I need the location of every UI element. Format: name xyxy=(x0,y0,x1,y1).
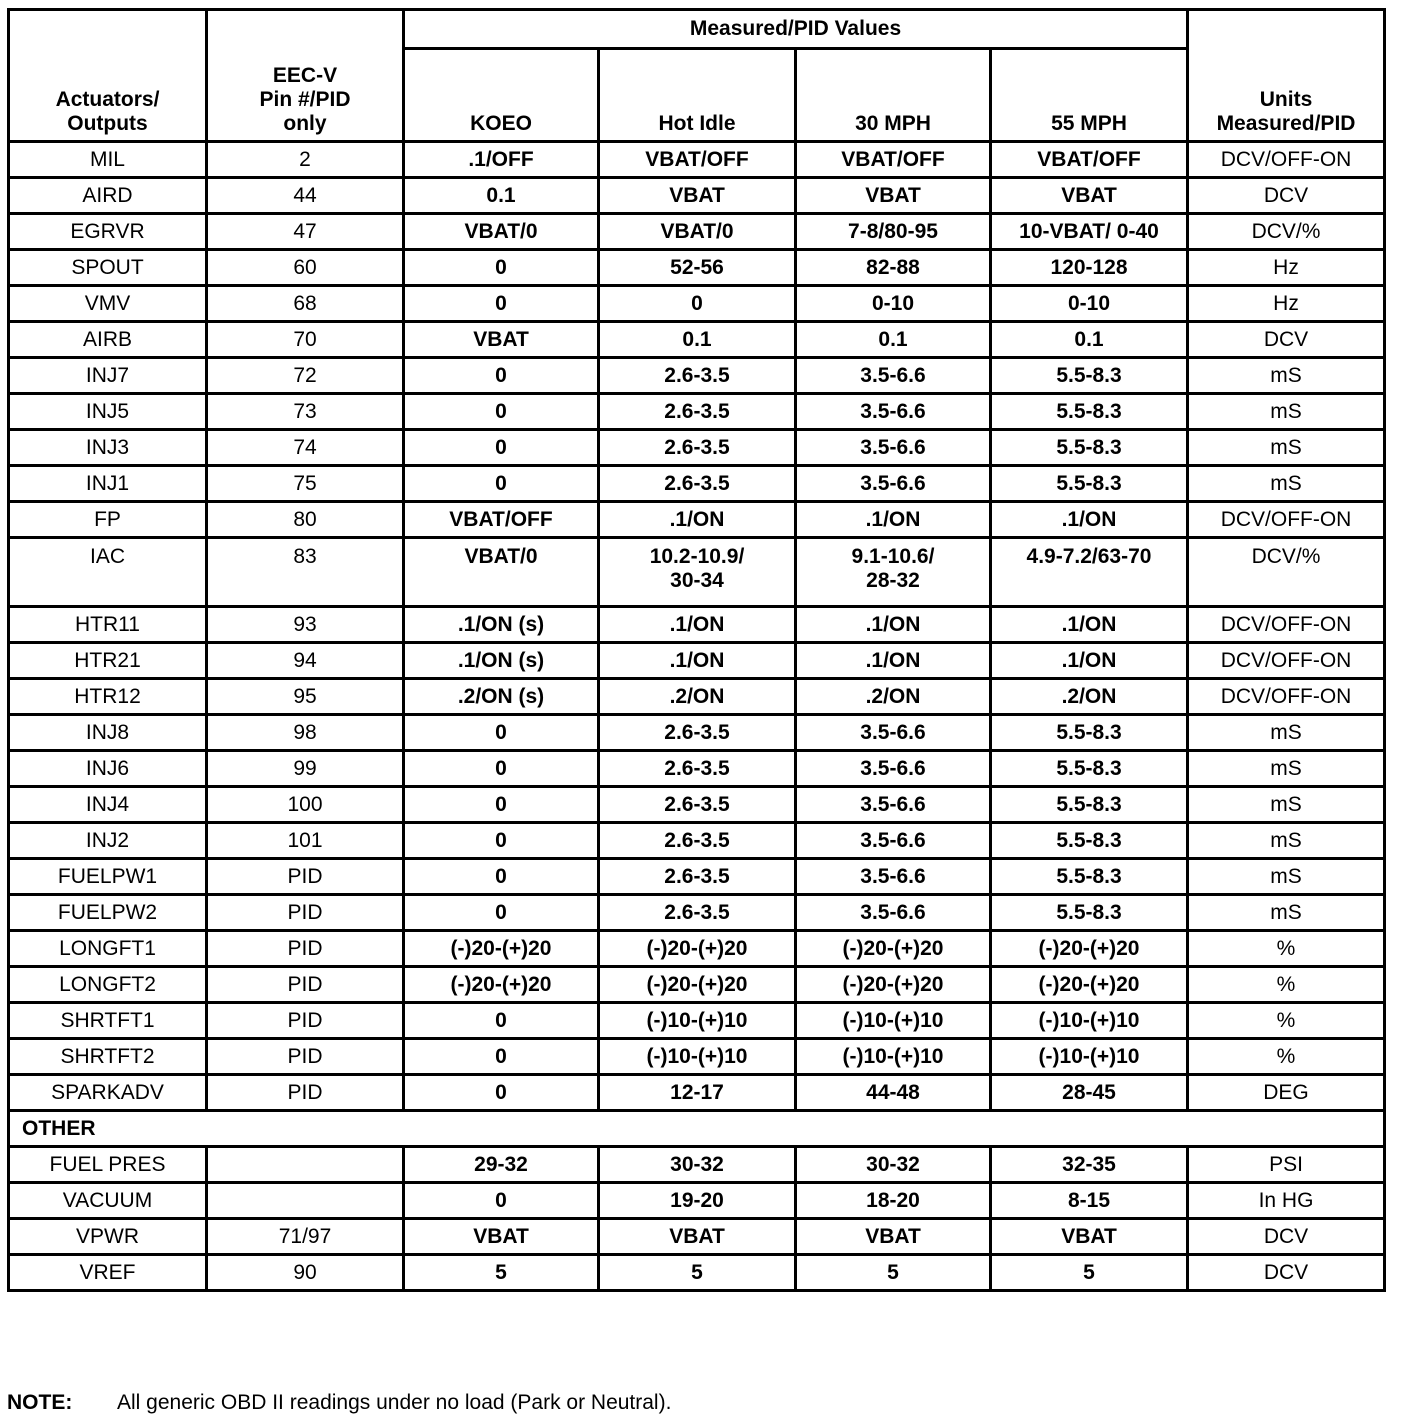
cell-koeo: .1/ON (s) xyxy=(404,643,599,679)
table-row xyxy=(9,1183,1385,1219)
cell-units: Hz xyxy=(1188,286,1385,322)
cell-hot-idle: 52-56 xyxy=(599,250,796,286)
cell-30-mph: 3.5-6.6 xyxy=(796,715,991,751)
cell-pin: PID xyxy=(207,931,404,967)
cell-units: DCV/OFF-ON xyxy=(1188,607,1385,643)
cell-name: INJ3 xyxy=(9,430,207,466)
cell-55-mph: 5.5-8.3 xyxy=(991,859,1188,895)
cell-koeo: 0 xyxy=(404,250,599,286)
cell-hot-idle: 12-17 xyxy=(599,1075,796,1111)
cell-30-mph: .1/ON xyxy=(796,502,991,538)
cell-pin: 60 xyxy=(207,250,404,286)
cell-koeo: 0 xyxy=(404,895,599,931)
cell-hot-idle: .1/ON xyxy=(599,502,796,538)
cell-koeo: 0 xyxy=(404,751,599,787)
header-hot-idle: Hot Idle xyxy=(599,49,796,142)
cell-pin: PID xyxy=(207,1039,404,1075)
cell-koeo: 0 xyxy=(404,715,599,751)
cell-hot-idle: 0 xyxy=(599,286,796,322)
cell-30-mph: 3.5-6.6 xyxy=(796,787,991,823)
cell-30-mph: 3.5-6.6 xyxy=(796,394,991,430)
cell-pin: 94 xyxy=(207,643,404,679)
cell-30-mph: 30-32 xyxy=(796,1147,991,1183)
cell-koeo: 0 xyxy=(404,1039,599,1075)
cell-pin: PID xyxy=(207,1003,404,1039)
cell-units: DCV/OFF-ON xyxy=(1188,679,1385,715)
cell-units: DCV/OFF-ON xyxy=(1188,643,1385,679)
cell-units: DCV xyxy=(1188,178,1385,214)
cell-name: INJ6 xyxy=(9,751,207,787)
cell-koeo: 0 xyxy=(404,859,599,895)
cell-hot-idle: 2.6-3.5 xyxy=(599,787,796,823)
cell-name: INJ8 xyxy=(9,715,207,751)
cell-name: FP xyxy=(9,502,207,538)
cell-55-mph: 5.5-8.3 xyxy=(991,430,1188,466)
cell-hot-idle: VBAT/OFF xyxy=(599,142,796,178)
cell-koeo: 29-32 xyxy=(404,1147,599,1183)
cell-name: HTR21 xyxy=(9,643,207,679)
cell-hot-idle: 30-32 xyxy=(599,1147,796,1183)
table-row xyxy=(9,142,1385,178)
cell-30-mph: .2/ON xyxy=(796,679,991,715)
cell-30-mph: 3.5-6.6 xyxy=(796,751,991,787)
cell-name: SPARKADV xyxy=(9,1075,207,1111)
cell-koeo: VBAT xyxy=(404,1219,599,1255)
cell-hot-idle: 2.6-3.5 xyxy=(599,859,796,895)
cell-pin: 98 xyxy=(207,715,404,751)
cell-pin: PID xyxy=(207,895,404,931)
table-row xyxy=(9,1075,1385,1111)
cell-units: % xyxy=(1188,1039,1385,1075)
cell-hot-idle: 2.6-3.5 xyxy=(599,751,796,787)
table-row xyxy=(9,643,1385,679)
cell-hot-idle: 2.6-3.5 xyxy=(599,394,796,430)
cell-name: IAC xyxy=(9,538,207,607)
cell-pin: 71/97 xyxy=(207,1219,404,1255)
cell-name: INJ4 xyxy=(9,787,207,823)
table-row xyxy=(9,823,1385,859)
cell-name: INJ2 xyxy=(9,823,207,859)
cell-name: INJ1 xyxy=(9,466,207,502)
cell-units: % xyxy=(1188,931,1385,967)
cell-hot-idle: 2.6-3.5 xyxy=(599,823,796,859)
cell-pin: 90 xyxy=(207,1255,404,1291)
cell-55-mph: VBAT xyxy=(991,1219,1188,1255)
cell-55-mph: .1/ON xyxy=(991,607,1188,643)
cell-hot-idle: 5 xyxy=(599,1255,796,1291)
cell-hot-idle: .1/ON xyxy=(599,643,796,679)
table-row xyxy=(9,214,1385,250)
cell-pin: 72 xyxy=(207,358,404,394)
cell-units: DEG xyxy=(1188,1075,1385,1111)
cell-hot-idle: 2.6-3.5 xyxy=(599,466,796,502)
cell-koeo: 0.1 xyxy=(404,178,599,214)
cell-hot-idle: VBAT xyxy=(599,1219,796,1255)
cell-koeo: 0 xyxy=(404,787,599,823)
cell-name: SPOUT xyxy=(9,250,207,286)
cell-hot-idle: (-)10-(+)10 xyxy=(599,1039,796,1075)
cell-30-mph: VBAT xyxy=(796,178,991,214)
cell-name: AIRB xyxy=(9,322,207,358)
cell-55-mph: VBAT/OFF xyxy=(991,142,1188,178)
cell-koeo: 0 xyxy=(404,358,599,394)
cell-hot-idle: VBAT/0 xyxy=(599,214,796,250)
cell-koeo: 0 xyxy=(404,394,599,430)
cell-name: HTR11 xyxy=(9,607,207,643)
cell-koeo: VBAT xyxy=(404,322,599,358)
table-row xyxy=(9,787,1385,823)
cell-name: AIRD xyxy=(9,178,207,214)
cell-30-mph: 3.5-6.6 xyxy=(796,823,991,859)
cell-pin: 68 xyxy=(207,286,404,322)
cell-name: INJ5 xyxy=(9,394,207,430)
cell-30-mph: 3.5-6.6 xyxy=(796,358,991,394)
table-row xyxy=(9,286,1385,322)
cell-name: FUELPW2 xyxy=(9,895,207,931)
cell-30-mph: .1/ON xyxy=(796,643,991,679)
table-row xyxy=(9,1255,1385,1291)
cell-55-mph: 5.5-8.3 xyxy=(991,751,1188,787)
cell-55-mph: 0.1 xyxy=(991,322,1188,358)
header-pin: EEC-V Pin #/PID only xyxy=(207,10,404,142)
table-row xyxy=(9,1219,1385,1255)
cell-koeo: (-)20-(+)20 xyxy=(404,967,599,1003)
cell-name: SHRTFT1 xyxy=(9,1003,207,1039)
cell-55-mph: (-)10-(+)10 xyxy=(991,1039,1188,1075)
cell-pin: 73 xyxy=(207,394,404,430)
cell-koeo: 0 xyxy=(404,823,599,859)
table-row xyxy=(9,538,1385,607)
cell-hot-idle: 10.2-10.9/ 30-34 xyxy=(599,538,796,607)
cell-hot-idle: 2.6-3.5 xyxy=(599,358,796,394)
cell-55-mph: 5.5-8.3 xyxy=(991,823,1188,859)
cell-30-mph: 3.5-6.6 xyxy=(796,895,991,931)
note-label: NOTE: xyxy=(7,1391,73,1414)
cell-units: DCV/% xyxy=(1188,538,1385,607)
table-row xyxy=(9,679,1385,715)
cell-hot-idle: 2.6-3.5 xyxy=(599,430,796,466)
cell-hot-idle: (-)20-(+)20 xyxy=(599,931,796,967)
header-measured-group: Measured/PID Values xyxy=(404,10,1188,49)
table-row xyxy=(9,466,1385,502)
cell-55-mph: (-)20-(+)20 xyxy=(991,967,1188,1003)
cell-units: mS xyxy=(1188,466,1385,502)
header-units: Units Measured/PID xyxy=(1188,10,1385,142)
cell-units: % xyxy=(1188,967,1385,1003)
cell-name: HTR12 xyxy=(9,679,207,715)
table-row xyxy=(9,1003,1385,1039)
cell-units: DCV/OFF-ON xyxy=(1188,502,1385,538)
cell-koeo: 0 xyxy=(404,1075,599,1111)
cell-units: mS xyxy=(1188,358,1385,394)
cell-units: mS xyxy=(1188,859,1385,895)
cell-pin xyxy=(207,1183,404,1219)
cell-koeo: (-)20-(+)20 xyxy=(404,931,599,967)
cell-55-mph: .1/ON xyxy=(991,643,1188,679)
table-row xyxy=(9,430,1385,466)
cell-name: LONGFT1 xyxy=(9,931,207,967)
cell-name: FUEL PRES xyxy=(9,1147,207,1183)
table-row xyxy=(9,178,1385,214)
cell-name: LONGFT2 xyxy=(9,967,207,1003)
table-row xyxy=(9,859,1385,895)
cell-koeo: VBAT/0 xyxy=(404,538,599,607)
cell-pin: 101 xyxy=(207,823,404,859)
cell-koeo: VBAT/0 xyxy=(404,214,599,250)
cell-pin: 2 xyxy=(207,142,404,178)
cell-units: Hz xyxy=(1188,250,1385,286)
cell-hot-idle: 19-20 xyxy=(599,1183,796,1219)
cell-hot-idle: 0.1 xyxy=(599,322,796,358)
footnote xyxy=(7,1390,671,1416)
cell-units: mS xyxy=(1188,715,1385,751)
cell-30-mph: 0.1 xyxy=(796,322,991,358)
cell-koeo: 0 xyxy=(404,1183,599,1219)
table-row xyxy=(9,967,1385,1003)
table-row xyxy=(9,1039,1385,1075)
table-row xyxy=(9,715,1385,751)
header-55-mph: 55 MPH xyxy=(991,49,1188,142)
cell-hot-idle: (-)20-(+)20 xyxy=(599,967,796,1003)
cell-name: FUELPW1 xyxy=(9,859,207,895)
cell-koeo: 0 xyxy=(404,466,599,502)
cell-30-mph: 9.1-10.6/ 28-32 xyxy=(796,538,991,607)
cell-hot-idle: VBAT xyxy=(599,178,796,214)
cell-55-mph: VBAT xyxy=(991,178,1188,214)
cell-units: mS xyxy=(1188,430,1385,466)
cell-pin: 100 xyxy=(207,787,404,823)
cell-hot-idle: 2.6-3.5 xyxy=(599,895,796,931)
cell-55-mph: 4.9-7.2/63-70 xyxy=(991,538,1188,607)
cell-30-mph: 7-8/80-95 xyxy=(796,214,991,250)
cell-koeo: 0 xyxy=(404,286,599,322)
cell-30-mph: (-)20-(+)20 xyxy=(796,931,991,967)
header-actuators: Actuators/ Outputs xyxy=(9,10,207,142)
cell-name: VPWR xyxy=(9,1219,207,1255)
table-row xyxy=(9,895,1385,931)
cell-units: DCV xyxy=(1188,322,1385,358)
cell-30-mph: 0-10 xyxy=(796,286,991,322)
cell-name: VACUUM xyxy=(9,1183,207,1219)
cell-name: MIL xyxy=(9,142,207,178)
header-koeo: KOEO xyxy=(404,49,599,142)
table-row xyxy=(9,1147,1385,1183)
cell-55-mph: .1/ON xyxy=(991,502,1188,538)
cell-55-mph: (-)20-(+)20 xyxy=(991,931,1188,967)
cell-units: DCV xyxy=(1188,1219,1385,1255)
cell-units: DCV/% xyxy=(1188,214,1385,250)
cell-name: SHRTFT2 xyxy=(9,1039,207,1075)
cell-units: DCV xyxy=(1188,1255,1385,1291)
cell-pin: 83 xyxy=(207,538,404,607)
cell-pin: 99 xyxy=(207,751,404,787)
cell-koeo: .1/ON (s) xyxy=(404,607,599,643)
cell-pin: PID xyxy=(207,1075,404,1111)
table-row xyxy=(9,502,1385,538)
cell-pin: 47 xyxy=(207,214,404,250)
cell-55-mph: 5.5-8.3 xyxy=(991,787,1188,823)
section-other: OTHER xyxy=(9,1111,1385,1147)
cell-koeo: 5 xyxy=(404,1255,599,1291)
cell-55-mph: 5.5-8.3 xyxy=(991,715,1188,751)
cell-30-mph: 3.5-6.6 xyxy=(796,466,991,502)
cell-units: mS xyxy=(1188,823,1385,859)
cell-30-mph: VBAT/OFF xyxy=(796,142,991,178)
cell-units: mS xyxy=(1188,895,1385,931)
cell-30-mph: 3.5-6.6 xyxy=(796,430,991,466)
cell-units: DCV/OFF-ON xyxy=(1188,142,1385,178)
cell-units: % xyxy=(1188,1003,1385,1039)
cell-55-mph: 28-45 xyxy=(991,1075,1188,1111)
cell-55-mph: (-)10-(+)10 xyxy=(991,1003,1188,1039)
cell-koeo: .2/ON (s) xyxy=(404,679,599,715)
cell-units: mS xyxy=(1188,751,1385,787)
cell-name: EGRVR xyxy=(9,214,207,250)
cell-55-mph: 120-128 xyxy=(991,250,1188,286)
cell-koeo: 0 xyxy=(404,1003,599,1039)
cell-name: VMV xyxy=(9,286,207,322)
cell-30-mph: .1/ON xyxy=(796,607,991,643)
cell-55-mph: .2/ON xyxy=(991,679,1188,715)
cell-55-mph: 5 xyxy=(991,1255,1188,1291)
cell-hot-idle: .1/ON xyxy=(599,607,796,643)
pid-values-table xyxy=(7,8,1386,1292)
cell-koeo: .1/OFF xyxy=(404,142,599,178)
cell-55-mph: 32-35 xyxy=(991,1147,1188,1183)
cell-units: mS xyxy=(1188,787,1385,823)
cell-30-mph: (-)10-(+)10 xyxy=(796,1039,991,1075)
cell-units: mS xyxy=(1188,394,1385,430)
cell-pin: 74 xyxy=(207,430,404,466)
cell-55-mph: 5.5-8.3 xyxy=(991,394,1188,430)
cell-30-mph: 18-20 xyxy=(796,1183,991,1219)
cell-hot-idle: 2.6-3.5 xyxy=(599,715,796,751)
cell-30-mph: 44-48 xyxy=(796,1075,991,1111)
table-row xyxy=(9,250,1385,286)
cell-55-mph: 5.5-8.3 xyxy=(991,358,1188,394)
table-row xyxy=(9,358,1385,394)
cell-hot-idle: (-)10-(+)10 xyxy=(599,1003,796,1039)
cell-pin: PID xyxy=(207,859,404,895)
cell-30-mph: 3.5-6.6 xyxy=(796,859,991,895)
table-row xyxy=(9,394,1385,430)
cell-55-mph: 0-10 xyxy=(991,286,1188,322)
header-30-mph: 30 MPH xyxy=(796,49,991,142)
cell-koeo: VBAT/OFF xyxy=(404,502,599,538)
cell-pin: 93 xyxy=(207,607,404,643)
cell-55-mph: 8-15 xyxy=(991,1183,1188,1219)
cell-55-mph: 5.5-8.3 xyxy=(991,466,1188,502)
cell-30-mph: 5 xyxy=(796,1255,991,1291)
cell-30-mph: 82-88 xyxy=(796,250,991,286)
cell-30-mph: (-)10-(+)10 xyxy=(796,1003,991,1039)
table-row xyxy=(9,322,1385,358)
cell-name: INJ7 xyxy=(9,358,207,394)
cell-pin xyxy=(207,1147,404,1183)
table-row xyxy=(9,751,1385,787)
cell-30-mph: VBAT xyxy=(796,1219,991,1255)
cell-55-mph: 5.5-8.3 xyxy=(991,895,1188,931)
note-text: All generic OBD II readings under no load (Park or Neutral). xyxy=(117,1391,672,1414)
table-row xyxy=(9,931,1385,967)
cell-pin: 95 xyxy=(207,679,404,715)
cell-units: PSI xyxy=(1188,1147,1385,1183)
cell-pin: 75 xyxy=(207,466,404,502)
cell-pin: 70 xyxy=(207,322,404,358)
table-row xyxy=(9,607,1385,643)
cell-pin: 80 xyxy=(207,502,404,538)
cell-pin: PID xyxy=(207,967,404,1003)
cell-koeo: 0 xyxy=(404,430,599,466)
cell-name: VREF xyxy=(9,1255,207,1291)
cell-55-mph: 10-VBAT/ 0-40 xyxy=(991,214,1188,250)
cell-units: In HG xyxy=(1188,1183,1385,1219)
cell-hot-idle: .2/ON xyxy=(599,679,796,715)
cell-pin: 44 xyxy=(207,178,404,214)
cell-30-mph: (-)20-(+)20 xyxy=(796,967,991,1003)
